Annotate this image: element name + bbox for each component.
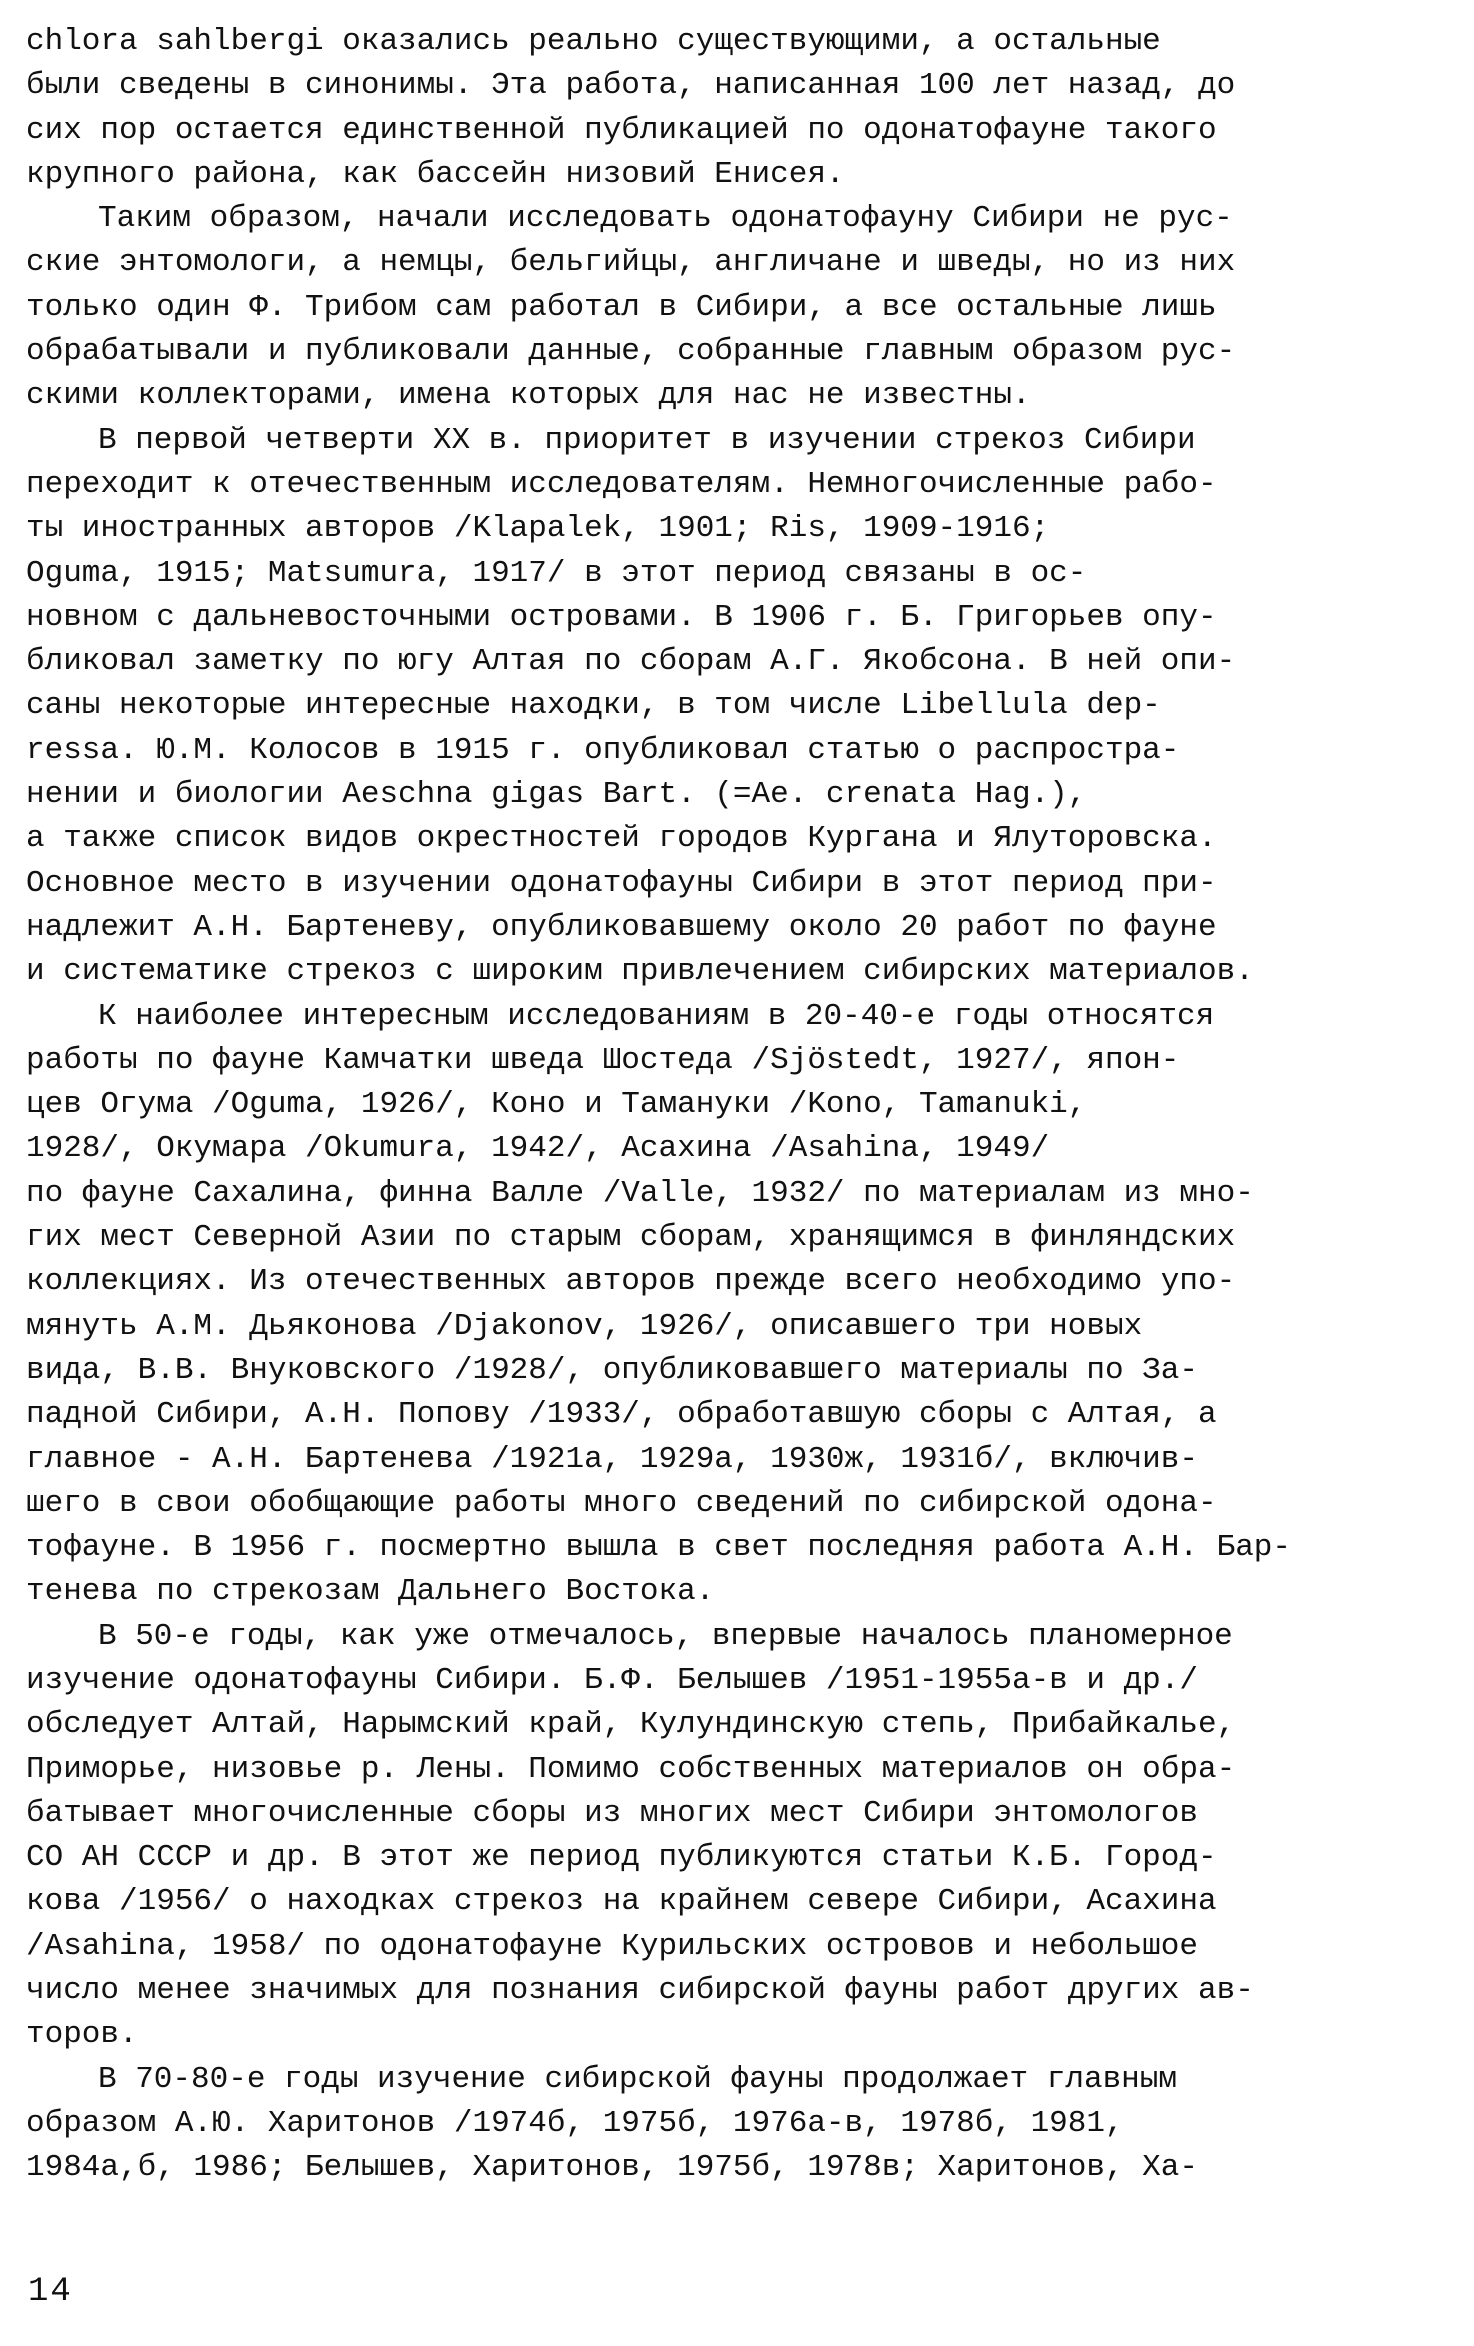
text-line: тофауне. В 1956 г. посмертно вышла в свет последняя работа А.Н. Бар- [26, 1530, 1292, 1566]
text-line: тенева по стрекозам Дальнего Востока. [26, 1574, 715, 1610]
text-line: мянуть А.М. Дьяконова /Djakonov, 1926/, описавшего три новых [26, 1308, 1143, 1344]
text-line: шего в свои обобщающие работы много сведений по сибирской одона- [26, 1485, 1217, 1521]
text-line: а также список видов окрестностей городов Кургана и Ялуторовска. [26, 821, 1217, 857]
text-line: и систематике стрекоз с широким привлечением сибирских материалов. [26, 954, 1254, 990]
text-line: крупного района, как бассейн низовий Енисея. [26, 156, 845, 192]
text-line: Oguma, 1915; Matsumura, 1917/ в этот период связаны в ос- [26, 555, 1087, 591]
text-line: изучение одонатофауны Сибири. Б.Ф. Белышев /1951-1955а-в и др./ [26, 1662, 1198, 1698]
text-line: К наиболее интересным исследованиям в 20-40-е годы относятся [98, 998, 1215, 1034]
text-line: обследует Алтай, Нарымский край, Кулундинскую степь, Прибайкалье, [26, 1707, 1236, 1743]
text-line: гих мест Северной Азии по старым сборам, хранящимся в финляндских [26, 1220, 1236, 1256]
page-number: 14 [28, 2273, 73, 2311]
body-text [26, 20, 1446, 2191]
text-line: chlora sahlbergi оказались реально существующими, а остальные [26, 24, 1161, 59]
text-line: Таким образом, начали исследовать одонатофауну Сибири не рус- [98, 201, 1233, 237]
text-line: СО АН СССР и др. В этот же период публикуются статьи К.Б. Город- [26, 1840, 1217, 1876]
text-line: торов. [26, 2017, 138, 2053]
text-line: вида, В.В. Внуковского /1928/, опубликовавшего материалы по За- [26, 1352, 1198, 1388]
text-line: только один Ф. Трибом сам работал в Сибири, а все остальные лишь [26, 289, 1217, 325]
text-line: ressa. Ю.М. Колосов в 1915 г. опубликовал статью о распростра- [26, 732, 1180, 768]
text-line: были сведены в синонимы. Эта работа, написанная 100 лет назад, до [26, 68, 1236, 104]
text-line: работы по фауне Камчатки шведа Шостеда /Sjöstedt, 1927/, япон- [26, 1042, 1180, 1078]
text-line: нении и биологии Aeschna gigas Bart. (=Ae. crenata Hag.), [26, 777, 1087, 813]
text-line: число менее значимых для познания сибирской фауны работ других ав- [26, 1973, 1254, 2009]
text-line: В 70-80-е годы изучение сибирской фауны продолжает главным [98, 2061, 1177, 2097]
text-line: ские энтомологи, а немцы, бельгийцы, англичане и шведы, но из них [26, 245, 1236, 281]
text-line: В первой четверти XX в. приоритет в изучении стрекоз Сибири [98, 422, 1196, 458]
text-line: скими коллекторами, имена которых для нас не известны. [26, 378, 1031, 414]
text-line: переходит к отечественным исследователям. Немногочисленные рабо- [26, 466, 1217, 502]
text-line: обрабатывали и публиковали данные, собранные главным образом рус- [26, 334, 1236, 370]
text-line: по фауне Сахалина, финна Валле /Valle, 1932/ по материалам из мно- [26, 1175, 1254, 1211]
text-line: новном с дальневосточными островами. В 1906 г. Б. Григорьев опу- [26, 599, 1217, 635]
text-line: образом А.Ю. Харитонов /1974б, 1975б, 1976а-в, 1978б, 1981, [26, 2105, 1124, 2141]
text-line: Приморье, низовье р. Лены. Помимо собственных материалов он обра- [26, 1751, 1236, 1787]
text-line: /Asahina, 1958/ по одонатофауне Курильских островов и небольшое [26, 1928, 1198, 1964]
text-line: падной Сибири, А.Н. Попову /1933/, обработавшую сборы с Алтая, а [26, 1397, 1217, 1433]
text-line: бликовал заметку по югу Алтая по сборам А.Г. Якобсона. В ней опи- [26, 644, 1236, 680]
text-line: цев Огума /Oguma, 1926/, Коно и Тамануки /Kono, Tamanuki, [26, 1087, 1087, 1123]
text-line: Основное место в изучении одонатофауны Сибири в этот период при- [26, 865, 1217, 901]
text-line: батывает многочисленные сборы из многих мест Сибири энтомологов [26, 1795, 1198, 1831]
text-line: саны некоторые интересные находки, в том числе Libellula dep- [26, 688, 1161, 724]
text-line: 1984а,б, 1986; Белышев, Харитонов, 1975б, 1978в; Харитонов, Ха- [26, 2150, 1198, 2186]
text-line: ты иностранных авторов /Klapalek, 1901; Ris, 1909-1916; [26, 511, 1050, 547]
text-line: 1928/, Окумара /Okumura, 1942/, Асахина /Asahina, 1949/ [26, 1131, 1050, 1167]
text-line: надлежит А.Н. Бартеневу, опубликовавшему около 20 работ по фауне [26, 909, 1217, 945]
text-line: В 50-е годы, как уже отмечалось, впервые началось планомерное [98, 1618, 1233, 1654]
text-line: кова /1956/ о находках стрекоз на крайнем севере Сибири, Асахина [26, 1884, 1217, 1920]
text-line: главное - А.Н. Бартенева /1921а, 1929а, 1930ж, 1931б/, включив- [26, 1441, 1198, 1477]
text-line: коллекциях. Из отечественных авторов прежде всего необходимо упо- [26, 1264, 1236, 1300]
text-line: сих пор остается единственной публикацией по одонатофауне такого [26, 112, 1217, 148]
